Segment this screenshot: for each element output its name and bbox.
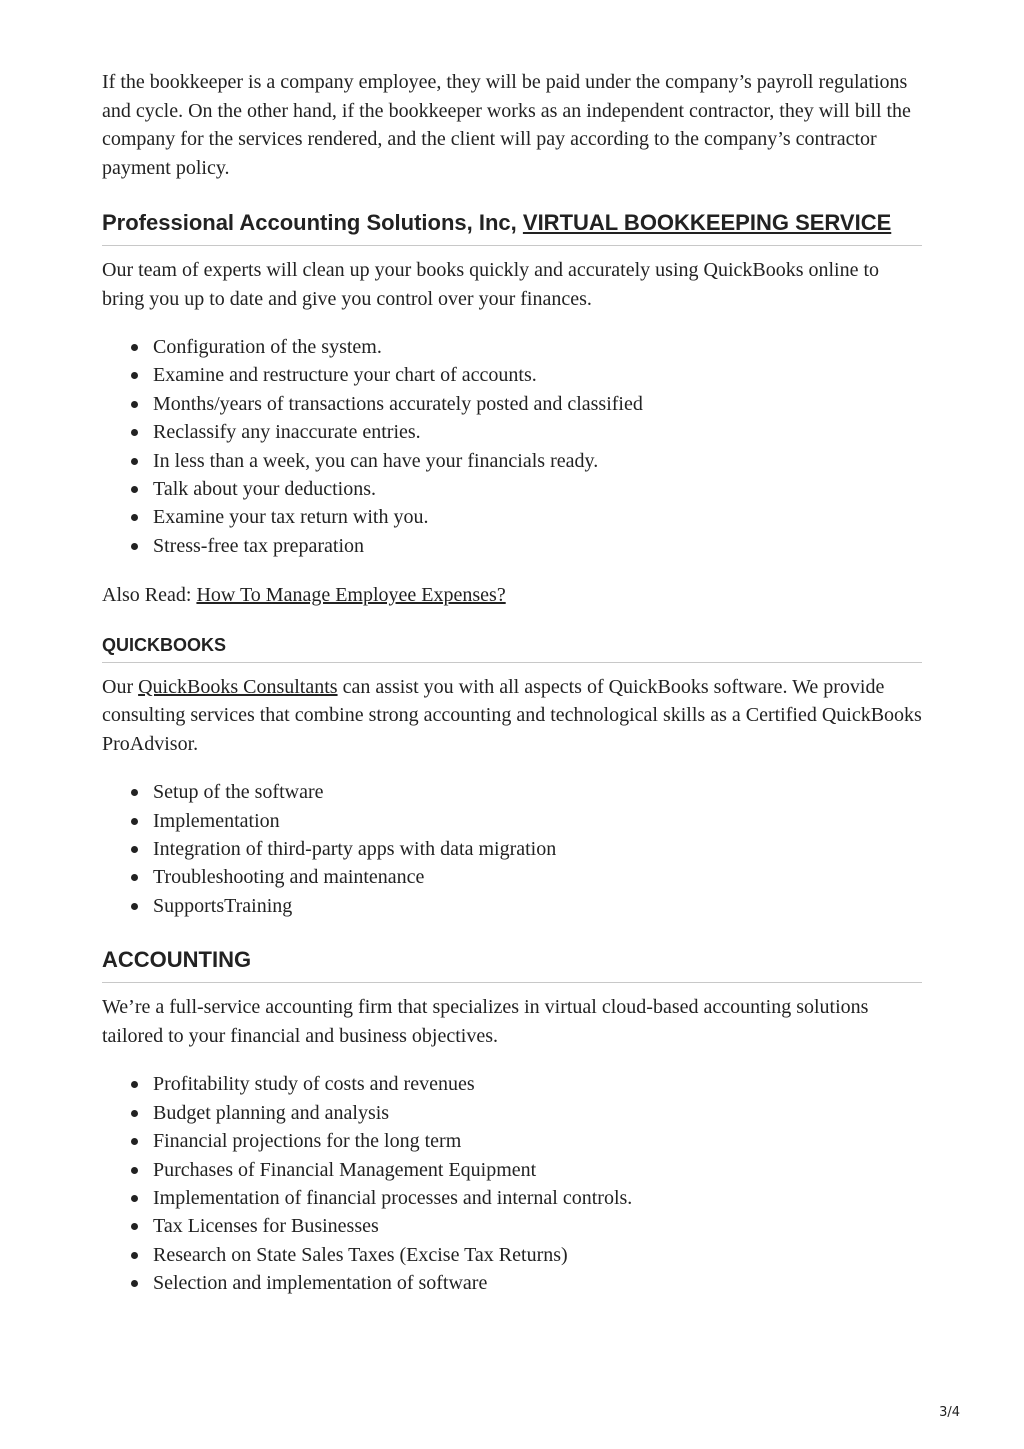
list-item bbox=[102, 863, 922, 891]
bullet-icon bbox=[131, 486, 138, 493]
list-item-text: Research on State Sales Taxes (Excise Tax Returns) bbox=[153, 1243, 568, 1266]
list-item bbox=[102, 778, 922, 806]
list-item-text: Examine and restructure your chart of accounts. bbox=[153, 364, 537, 387]
list-item bbox=[102, 892, 922, 920]
list-item-text: Profitability study of costs and revenues bbox=[153, 1073, 475, 1096]
bullet-icon bbox=[131, 789, 138, 796]
list-item bbox=[102, 418, 922, 446]
accounting-heading: ACCOUNTING bbox=[102, 946, 922, 983]
list-item-text: Integration of third-party apps with data migration bbox=[153, 838, 557, 861]
list-item bbox=[102, 390, 922, 418]
bullet-icon bbox=[131, 1223, 138, 1230]
list-item-text: Implementation of financial processes and internal controls. bbox=[153, 1186, 633, 1209]
bullet-icon bbox=[131, 903, 138, 910]
list-item bbox=[102, 1070, 922, 1098]
bullet-icon bbox=[131, 344, 138, 351]
employee-expenses-link[interactable]: How To Manage Employee Expenses? bbox=[196, 584, 506, 607]
virtual-bookkeeping-link[interactable]: VIRTUAL BOOKKEEPING SERVICE bbox=[522, 210, 892, 235]
intro-paragraph: If the bookkeeper is a company employee, they will be paid under the company’s payroll regulations and cycle. On the other hand, if the bookkeeper works as an independent contractor, they will bill the company for the services rendered, and the client will pay according to the company’s contractor payment policy. bbox=[102, 71, 911, 179]
bullet-icon bbox=[131, 818, 138, 825]
also-read bbox=[102, 581, 922, 610]
bullet-icon bbox=[131, 458, 138, 465]
bullet-icon bbox=[131, 874, 138, 881]
list-item bbox=[102, 361, 922, 389]
bullet-icon bbox=[131, 1195, 138, 1202]
list-item bbox=[102, 1212, 922, 1240]
bullet-icon bbox=[131, 1138, 138, 1145]
list-item-text: Selection and implementation of software bbox=[153, 1272, 488, 1295]
quickbooks-paragraph-prefix: Our bbox=[102, 675, 139, 698]
bullet-icon bbox=[131, 1167, 138, 1174]
bullet-icon bbox=[131, 401, 138, 408]
page-number: 3/4 bbox=[939, 1405, 960, 1420]
list-item-text: Budget planning and analysis bbox=[153, 1101, 390, 1124]
list-item-text: Reclassify any inaccurate entries. bbox=[153, 421, 421, 444]
bullet-icon bbox=[131, 1252, 138, 1259]
list-item-text: Months/years of transactions accurately posted and classified bbox=[153, 392, 643, 415]
bullet-icon bbox=[131, 846, 138, 853]
bookkeeping-list bbox=[102, 333, 922, 560]
list-item-text: Purchases of Financial Management Equipment bbox=[153, 1158, 537, 1181]
quickbooks-consultants-link[interactable]: QuickBooks Consultants bbox=[138, 675, 338, 698]
list-item-text: Examine your tax return with you. bbox=[153, 506, 429, 529]
also-read-label: Also Read: bbox=[102, 584, 197, 607]
list-item-text: SupportsTraining bbox=[153, 894, 293, 917]
quickbooks-paragraph bbox=[102, 673, 922, 759]
list-item-text: In less than a week, you can have your financials ready. bbox=[153, 449, 599, 472]
bullet-icon bbox=[131, 372, 138, 379]
accounting-list bbox=[102, 1070, 922, 1297]
list-item-text: Implementation bbox=[153, 809, 280, 832]
list-item bbox=[102, 447, 922, 475]
list-item bbox=[102, 1099, 922, 1127]
list-item-text: Setup of the software bbox=[153, 781, 324, 804]
list-item bbox=[102, 532, 922, 560]
bookkeeping-heading bbox=[102, 209, 922, 246]
bullet-icon bbox=[131, 1280, 138, 1287]
list-item bbox=[102, 1184, 922, 1212]
list-item-text: Financial projections for the long term bbox=[153, 1130, 462, 1153]
quickbooks-list bbox=[102, 778, 922, 920]
list-item-text: Talk about your deductions. bbox=[153, 478, 376, 501]
bullet-icon bbox=[131, 514, 138, 521]
list-item bbox=[102, 1269, 922, 1297]
list-item bbox=[102, 835, 922, 863]
list-item bbox=[102, 1156, 922, 1184]
bullet-icon bbox=[131, 543, 138, 550]
bookkeeping-heading-prefix: Professional Accounting Solutions, Inc, bbox=[102, 210, 523, 235]
list-item-text: Stress-free tax preparation bbox=[153, 534, 365, 557]
list-item bbox=[102, 1127, 922, 1155]
bookkeeping-paragraph: Our team of experts will clean up your books quickly and accurately using QuickBooks online to bring you up to date and give you control over your finances. bbox=[102, 259, 880, 310]
quickbooks-heading: QUICKBOOKS bbox=[102, 634, 922, 663]
list-item bbox=[102, 333, 922, 361]
list-item bbox=[102, 1241, 922, 1269]
list-item bbox=[102, 503, 922, 531]
accounting-paragraph: We’re a full-service accounting firm that specializes in virtual cloud-based accounting solutions tailored to your financial and business objectives. bbox=[102, 996, 869, 1047]
list-item-text: Tax Licenses for Businesses bbox=[153, 1215, 379, 1238]
list-item-text: Troubleshooting and maintenance bbox=[153, 866, 425, 889]
list-item bbox=[102, 475, 922, 503]
bullet-icon bbox=[131, 1081, 138, 1088]
bullet-icon bbox=[131, 429, 138, 436]
bullet-icon bbox=[131, 1110, 138, 1117]
list-item bbox=[102, 807, 922, 835]
document-page bbox=[102, 68, 922, 1298]
list-item-text: Configuration of the system. bbox=[153, 336, 382, 358]
quickbooks-paragraph-suffix: can assist you with all aspects of QuickBooks software. We provide consulting services that combine strong accounting and technological skills as a Certified QuickBooks ProAdvisor. bbox=[102, 675, 922, 755]
